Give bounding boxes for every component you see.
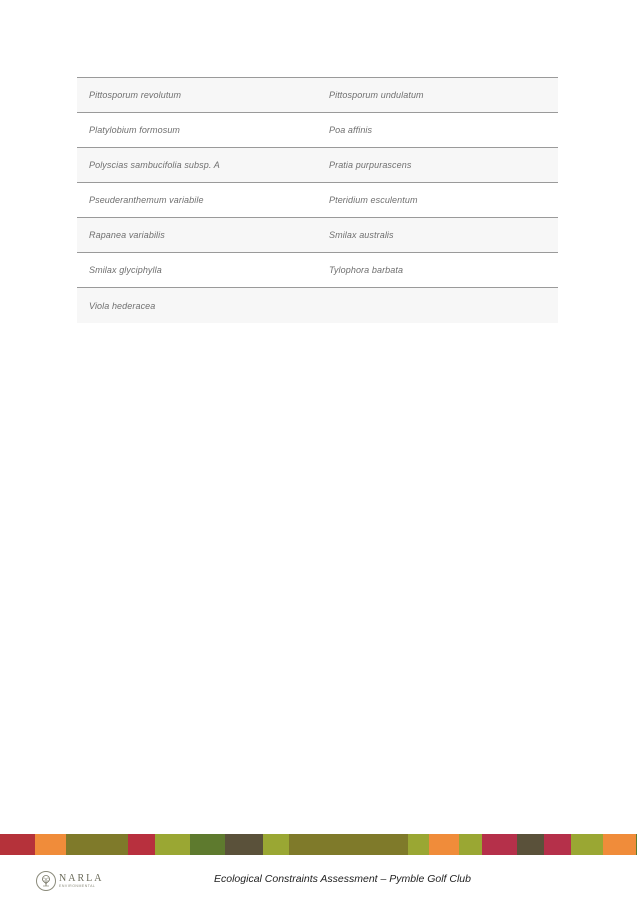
stripe-segment — [429, 834, 459, 855]
species-cell: Pteridium esculentum — [329, 195, 418, 205]
stripe-segment — [190, 834, 225, 855]
table-row — [77, 148, 558, 183]
species-cell: Viola hederacea — [89, 300, 156, 311]
table-row — [77, 183, 558, 218]
table-row — [77, 78, 558, 113]
species-table — [77, 77, 558, 323]
stripe-segment — [0, 834, 35, 855]
table-row — [77, 253, 558, 288]
table-row — [77, 218, 558, 253]
stripe-segment — [289, 834, 408, 855]
logo-subtitle: ENVIRONMENTAL — [59, 883, 96, 888]
stripe-segment — [225, 834, 263, 855]
document-title: Ecological Constraints Assessment – Pymble Golf Club — [214, 873, 471, 885]
stripe-segment — [603, 834, 636, 855]
stripe-segment — [408, 834, 429, 855]
species-cell: Platylobium formosum — [89, 125, 181, 135]
stripe-segment — [128, 834, 155, 855]
stripe-segment — [155, 834, 190, 855]
logo-wordmark: NARLA — [59, 872, 104, 884]
species-cell: Smilax australis — [329, 230, 394, 240]
stripe-segment — [571, 834, 603, 855]
species-cell: Smilax glyciphylla — [89, 265, 162, 275]
tree-icon — [36, 871, 56, 891]
stripe-segment — [66, 834, 128, 855]
narla-logo — [36, 871, 103, 891]
stripe-segment — [35, 834, 66, 855]
stripe-segment — [263, 834, 289, 855]
species-cell: Rapanea variabilis — [89, 230, 165, 240]
stripe-segment — [544, 834, 571, 855]
species-cell: Pittosporum revolutum — [89, 90, 182, 100]
stripe-segment — [482, 834, 517, 855]
species-cell: Poa affinis — [329, 125, 373, 135]
stripe-segment — [517, 834, 544, 855]
species-cell: Polyscias sambucifolia subsp. A — [89, 160, 220, 170]
footer-color-stripe — [0, 834, 637, 855]
species-cell: Pratia purpurascens — [329, 160, 412, 170]
table-row — [77, 113, 558, 148]
stripe-segment — [459, 834, 482, 855]
species-cell: Pseuderanthemum variabile — [89, 195, 204, 205]
species-cell: Pittosporum undulatum — [329, 90, 424, 100]
species-cell: Tylophora barbata — [329, 265, 404, 275]
table-row — [77, 288, 558, 323]
